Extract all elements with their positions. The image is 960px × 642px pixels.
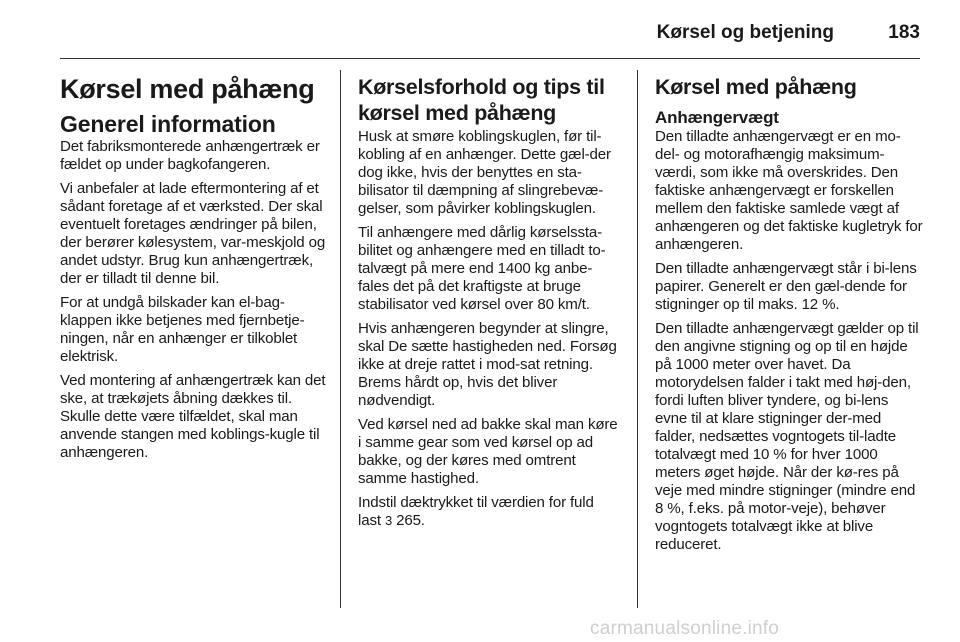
paragraph: Vi anbefaler at lade eftermontering af et sådant foretage af et værksted. Der skal eventuelt foretages ændringer på bilen, der berører kølesystem, var-meskjold og andet udstyr. Brug kun anhængertræk, der er tilladt til denne bil. [60, 180, 326, 287]
header-divider [60, 58, 920, 59]
column-divider [637, 70, 638, 608]
column-2 [358, 74, 620, 536]
section-heading: Kørsel med påhæng [60, 74, 315, 104]
cross-reference-icon[interactable]: 3 [384, 513, 393, 528]
paragraph [358, 494, 620, 530]
paragraph: Ved montering af anhængertræk kan det ske, at trækøjets åbning dækkes til. Skulle dette være tilfældet, skal man anvende stangen med koblings-kugle til anhængeren. [60, 372, 326, 461]
paragraph: Hvis anhængeren begynder at slingre, skal De sætte hastigheden ned. Forsøg ikke at dreje rattet i mod-sat retning. Brems hårdt op, hvis det bliver nødvendigt. [358, 320, 617, 409]
subsection-heading: Anhængervægt [655, 108, 779, 127]
paragraph: Den tilladte anhængervægt gælder op til den angivne stigning og op til en højde på 1000 meter over havet. Da motorydelsen falder i takt med høj-den, fordi luften bliver tyndere, og bi-lens evne til at klare stigninger der-med falder, nedsættes vogntogets til-ladte totalvægt med 10 % for hver 1000 meters øget højde. Når der kø-res på veje med mindre stigninger (mindre end 8 %, f.eks. på motor-veje), behøver vogntogets totalvægt ikke at blive reduceret. [655, 320, 919, 553]
section-heading: Kørselsforhold og tips til kørsel med påhæng [358, 75, 605, 125]
paragraph: Den tilladte anhængervægt står i bi-lens papirer. Generelt er den gæl-dende for stigninger op til maks. 12 %. [655, 260, 917, 313]
column-divider [340, 70, 341, 608]
subsection-heading: Generel information [60, 111, 276, 137]
paragraph-text: Indstil dæktrykket til værdien for fuld last [358, 494, 594, 529]
page-number: 183 [888, 22, 920, 43]
section-heading: Kørsel med påhæng [655, 75, 857, 99]
cross-reference-page[interactable]: 265. [396, 512, 425, 529]
watermark: carmanualsonline.info [590, 618, 780, 639]
page-header [60, 18, 920, 58]
paragraph: Den tilladte anhængervægt er en mo-del- og motorafhængig maksimum-værdi, som ikke må overskrides. Den faktiske anhængervægt er forskellen mellem den faktiske samlede vægt af anhængeren og det faktiske kugletryk for anhængeren. [655, 128, 923, 253]
paragraph: Ved kørsel ned ad bakke skal man køre i samme gear som ved kørsel op ad bakke, og der køres med omtrent samme hastighed. [358, 416, 618, 487]
paragraph: Til anhængere med dårlig kørselssta-bilitet og anhængere med en tilladt to-talvægt på mere end 1400 kg anbe-fales det på det kraftigste at bruge stabilisator ved kørsel over 80 km/t. [358, 224, 606, 313]
running-title: Kørsel og betjening [656, 22, 834, 43]
paragraph: Husk at smøre koblingskuglen, før til-kobling af en anhænger. Dette gæl-der dog ikke, hvis der benyttes en sta-bilisator til dæmpning af slingrebevæ-gelser, som påvirker koblingskuglen. [358, 128, 611, 217]
paragraph: For at undgå bilskader kan el-bag-klappen ikke betjenes med fjernbetje-ningen, når en anhænger er tilkoblet elektrisk. [60, 294, 305, 365]
column-3 [655, 74, 923, 560]
column-1 [60, 74, 332, 468]
paragraph: Det fabriksmonterede anhængertræk er fældet op under bagkofangeren. [60, 138, 320, 173]
